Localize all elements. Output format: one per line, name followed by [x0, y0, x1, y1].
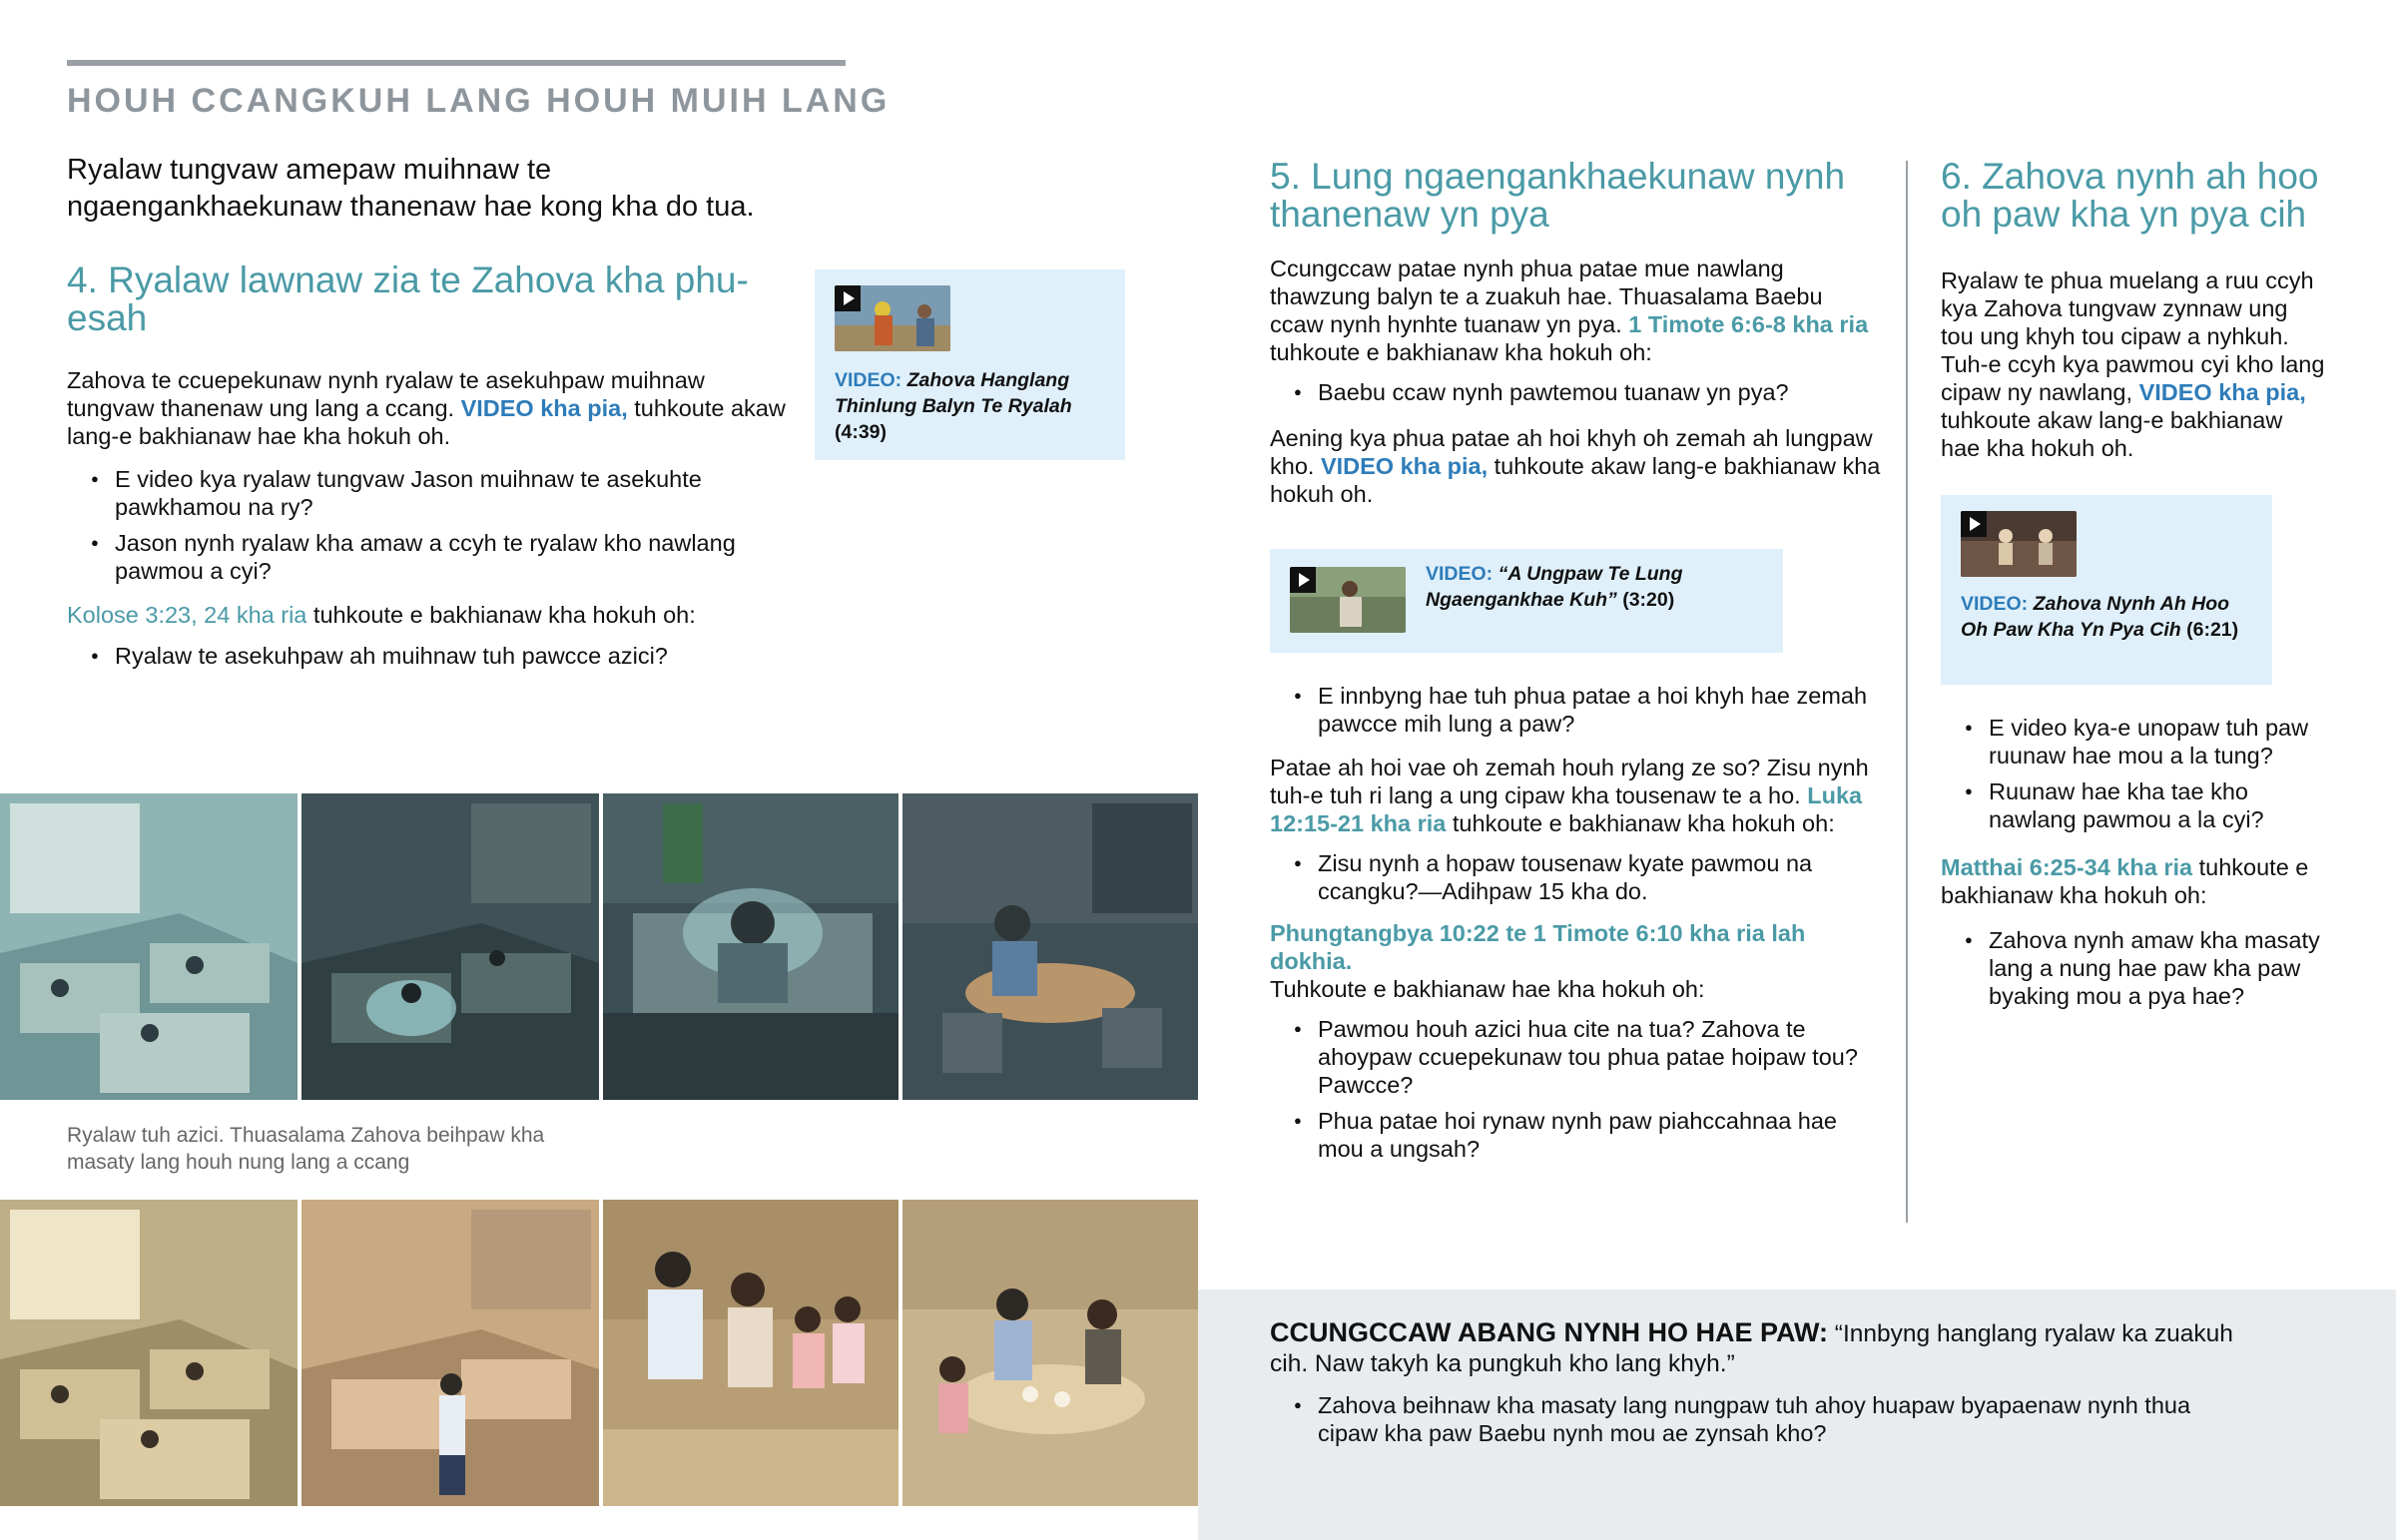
video-link[interactable]: VIDEO kha pia, — [1320, 453, 1489, 479]
list-item: ● E video kya ryalaw tungvaw Jason muihnaw te asekuhte pawkhamou na ry? — [67, 465, 786, 521]
illustration-panel-3 — [603, 793, 898, 1100]
video-thumbnail[interactable] — [835, 285, 950, 351]
list-item: ● Baebu ccaw nynh pawtemou tuanaw yn pya? — [1270, 378, 1881, 406]
section-6 — [1941, 158, 2326, 462]
header-rule — [67, 60, 846, 66]
list-item: ● Zisu nynh a hopaw tousenaw kyate pawmou na ccangku?—Adihpaw 15 kha do. — [1270, 849, 1881, 905]
section-5-continued — [1270, 682, 1881, 1171]
scripture-link[interactable]: Luka 12:15-21 kha ria — [1270, 782, 1863, 836]
summary-questions — [1270, 1391, 2228, 1447]
section-5-questions-2 — [1270, 682, 1881, 738]
intro-text: Ryalaw tungvaw amepaw muihnaw te ngaengankhaekunaw thanenaw hae kong kha do tua. — [67, 154, 755, 223]
section-5-title: 5. Lung ngaengankhaekunaw nynh thanenaw yn pya — [1270, 156, 1846, 235]
list-item: ● Zahova beihnaw kha masaty lang nungpaw tuh ahoy huapaw byapaenaw nynh thua cipaw kha paw Baebu nynh mou ae zynsah kho? — [1270, 1391, 2228, 1447]
list-item: ● Ruunaw hae kha tae kho nawlang pawmou a la cyi? — [1941, 777, 2330, 833]
illustration-panel-1 — [0, 793, 298, 1100]
video-caption: VIDEO: Zahova Nynh Ah Hoo Oh Paw Kha Yn Pya Cih (6:21) — [1961, 593, 2239, 641]
section-5 — [1270, 158, 1881, 508]
section-6-title: 6. Zahova nynh ah hoo oh paw kha yn pya cih — [1941, 156, 2319, 235]
summary-heading: CCUNGCCAW ABANG NYNH HO HAE PAW: — [1270, 1317, 1828, 1347]
summary-content — [1270, 1317, 2268, 1455]
section-5-paragraph-3: Patae ah hoi vae oh zemah houh rylang ze so? Zisu nynh tuh-e tuh ri lang a ung cipaw kha tousenaw te a ho. Luka 12:15-21 kha ria tuhkoute e bakhianaw kha hokuh oh: — [1270, 755, 1869, 836]
video-link[interactable]: VIDEO kha pia, — [2138, 379, 2306, 405]
illustration-panel-5 — [0, 1200, 298, 1506]
section-6-continued — [1941, 714, 2330, 1018]
illustration-panel-4 — [902, 793, 1198, 1100]
section-6-reference: Matthai 6:25-34 kha ria tuhkoute e bakhianaw kha hokuh oh: — [1941, 854, 2309, 908]
list-item: ● Jason nynh ryalaw kha amaw a ccyh te ryalaw kho nawlang pawmou a cyi? — [67, 529, 786, 585]
illustration-panel-2 — [301, 793, 599, 1100]
video-link[interactable]: VIDEO kha pia, — [460, 395, 628, 421]
section-5-paragraph-2: Aening kya phua patae ah hoi khyh oh zemah ah lungpaw kho. VIDEO kha pia, tuhkoute akaw lang-e bakhianaw kha hokuh oh. — [1270, 425, 1881, 507]
list-item: ● Pawmou houh azici hua cite na tua? Zahova te ahoypaw ccuepekunaw tou phua patae hoipaw tou? Pawcce? — [1270, 1015, 1881, 1099]
section-4-title: 4. Ryalaw lawnaw zia te Zahova kha phu-esah — [67, 259, 749, 338]
section-eyebrow: HOUH CCANGKUH LANG HOUH MUIH LANG — [67, 82, 891, 120]
summary-paragraph: CCUNGCCAW ABANG NYNH HO HAE PAW: “Innbyng hanglang ryalaw ka zuakuh cih. Naw takyh ka pungkuh kho lang khyh.” — [1270, 1317, 2233, 1377]
video-thumbnail[interactable] — [1961, 511, 2077, 577]
play-icon — [1290, 567, 1316, 593]
play-icon — [835, 285, 861, 311]
list-item: ● Phua patae hoi rynaw nynh paw piahccahnaa hae mou a ungsah? — [1270, 1107, 1881, 1163]
list-item: ● Ryalaw te asekuhpaw ah muihnaw tuh pawcce azici? — [67, 642, 806, 670]
section-6-questions-1 — [1941, 714, 2330, 833]
illustration-panel-8 — [902, 1200, 1198, 1506]
section-6-paragraph-1: Ryalaw te phua muelang a ruu ccyh kya Zahova tungvaw zynnaw ung tou ung khyh tou cipaw a nyhkuh. Tuh-e ccyh kya pawmou cyi kho lang cipaw ny nawlang, VIDEO kha pia, tuhkoute akaw lang-e bakhianaw hae kha hokuh oh. — [1941, 267, 2325, 461]
section-5-questions-1 — [1270, 378, 1881, 406]
scripture-link[interactable]: Phungtangbya 10:22 te 1 Timote 6:10 kha ria lah dokhia. — [1270, 920, 1806, 974]
video-caption: VIDEO: Zahova Hanglang Thinlung Balyn Te Ryalah (4:39) — [835, 369, 1072, 443]
video-card-1[interactable] — [815, 269, 1125, 460]
scripture-link[interactable]: 1 Timote 6:6-8 kha ria — [1628, 311, 1869, 337]
scripture-link[interactable]: Matthai 6:25-34 kha ria — [1941, 854, 2193, 880]
section-4 — [67, 261, 806, 678]
section-4-paragraph: Zahova te ccuepekunaw nynh ryalaw te asekuhpaw muihnaw tungvaw thanenaw ung lang a ccang. VIDEO kha pia, tuhkoute akaw lang-e bakhianaw hae kha hokuh oh. — [67, 367, 786, 449]
illustration-panel-6 — [301, 1200, 599, 1506]
scripture-link[interactable]: Kolose 3:23, 24 kha ria — [67, 602, 307, 628]
list-item: ● E innbyng hae tuh phua patae a hoi khyh hae zemah pawcce mih lung a paw? — [1270, 682, 1881, 738]
video-thumbnail[interactable] — [1290, 567, 1406, 633]
section-4-questions-2 — [67, 642, 806, 670]
illustration-caption: Ryalaw tuh azici. Thuasalama Zahova beihpaw kha masaty lang houh nung lang a ccang — [67, 1124, 545, 1174]
illustration-panel-7 — [603, 1200, 898, 1506]
video-card-3[interactable] — [1941, 495, 2272, 685]
list-item: ● E video kya-e unopaw tuh paw ruunaw hae mou a la tung? — [1941, 714, 2330, 770]
video-card-2[interactable] — [1270, 549, 1783, 653]
section-6-questions-2 — [1941, 926, 2330, 1010]
list-item: ● Zahova nynh amaw kha masaty lang a nung hae paw kha paw byaking mou a pya hae? — [1941, 926, 2330, 1010]
section-5-questions-4 — [1270, 1015, 1881, 1163]
section-4-questions — [67, 465, 786, 585]
play-icon — [1961, 511, 1987, 537]
section-5-questions-3 — [1270, 849, 1881, 905]
video-caption: VIDEO: “A Ungpaw Te Lung Ngaengankhae Kuh” (3:20) — [1426, 563, 1683, 611]
section-5-paragraph-1: Ccungccaw patae nynh phua patae mue nawlang thawzung balyn te a zuakuh hae. Thuasalama Baebu ccaw nynh hynhte tuanaw yn pya. 1 Timote 6:6-8 kha ria tuhkoute e bakhianaw kha hokuh oh: — [1270, 256, 1869, 365]
column-divider — [1906, 161, 1908, 1223]
section-5-reference: Phungtangbya 10:22 te 1 Timote 6:10 kha ria lah dokhia. Tuhkoute e bakhianaw hae kha hokuh oh: — [1270, 920, 1806, 1002]
section-4-reference: Kolose 3:23, 24 kha ria tuhkoute e bakhianaw kha hokuh oh: — [67, 602, 696, 628]
